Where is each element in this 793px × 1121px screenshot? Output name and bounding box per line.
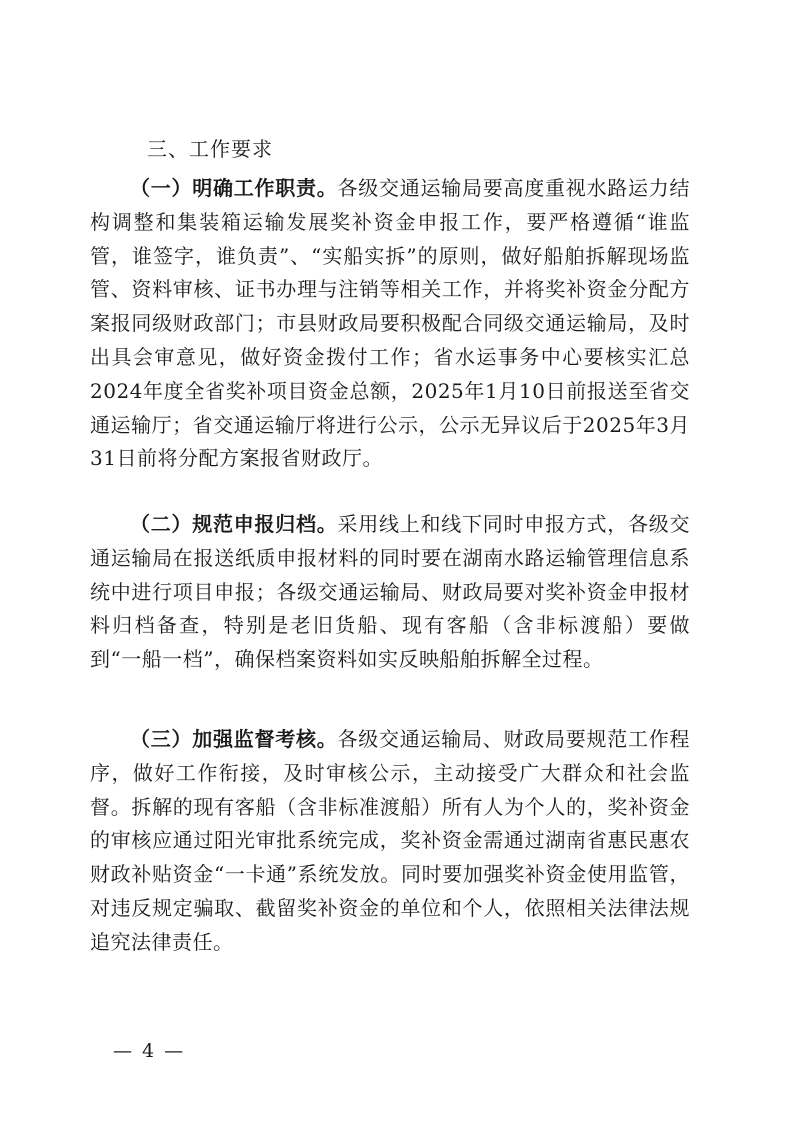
paragraph-body: 各级交通运输局、财政局要规范工作程序，做好工作衔接，及时审核公示，主动接受广大群众和社会监督。拆解的现有客船（含非标准渡船）所有人为个人的，奖补资金的审核应通过阳光审批系统完成，奖补资金需通过湖南省惠民惠农财政补贴资金“一卡通”系统发放。同时要加强奖补资金使用监管，对违反规定骗取、截留奖补资金的单位和个人，依照相关法律法规追究法律责任。 bbox=[90, 727, 690, 954]
paragraph-body: 各级交通运输局要高度重视水路运力结构调整和集装箱运输发展奖补资金申报工作，要严格遵循“谁监管，谁签字，谁负责”、“实船实拆”的原则，做好船舶拆解现场监管、资料审核、证书办理与注销等相关工作，并将奖补资金分配方案报同级财政部门；市县财政局要积极配合同级交通运输局，及时出具会审意见，做好资金拨付工作；省水运事务中心要核实汇总2024年度全省奖补项目资金总额，2025年1月10日前报送至省交通运输厅；省交通运输厅将进行公示，公示无异议后于2025年3月31日前将分配方案报省财政厅。 bbox=[90, 176, 690, 471]
paragraph-supervision-assessment bbox=[90, 723, 690, 960]
paragraph-work-responsibilities bbox=[90, 172, 690, 476]
paragraph-application-filing bbox=[90, 508, 690, 677]
paragraph-lead: （一）明确工作职责。 bbox=[130, 176, 338, 200]
page-number: — 4 — bbox=[113, 1040, 186, 1062]
paragraph-lead: （二）规范申报归档。 bbox=[130, 512, 338, 536]
paragraph-lead: （三）加强监督考核。 bbox=[130, 727, 338, 751]
paragraph-body: 采用线上和线下同时申报方式，各级交通运输局在报送纸质申报材料的同时要在湖南水路运输管理信息系统中进行项目申报；各级交通运输局、财政局要对奖补资金申报材料归档备查，特别是老旧货船、现有客船（含非标渡船）要做到“一船一档”，确保档案资料如实反映船舶拆解全过程。 bbox=[90, 512, 690, 672]
section-heading: 三、工作要求 bbox=[147, 137, 273, 161]
